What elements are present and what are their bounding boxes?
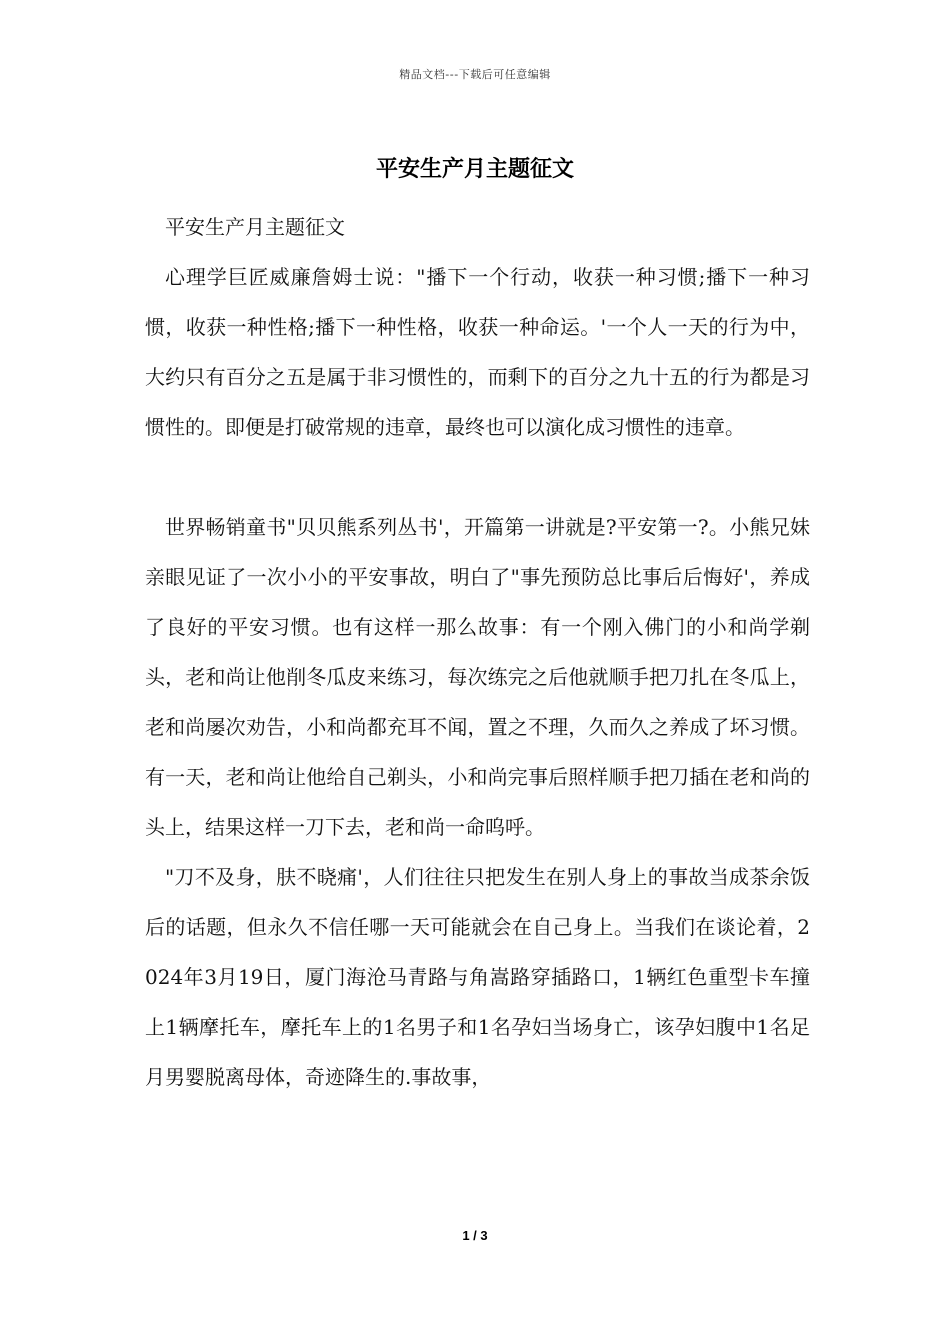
document-title: 平安生产月主题征文 bbox=[375, 156, 574, 182]
document-body bbox=[145, 202, 810, 1102]
header-note: 精品文档---下载后可任意编辑 bbox=[399, 68, 551, 81]
page-number: 1 / 3 bbox=[462, 1228, 488, 1243]
paragraph-berenstain-bears: 世界畅销童书"贝贝熊系列丛书'，开篇第一讲就是?平安第一?。小熊兄妹亲眼见证了一次小小的平安事故，明白了"事先预防总比事后后悔好'，养成了良好的平安习惯。也有这样一那么故事：有一个刚入佛门的小和尚学剃头，老和尚让他削冬瓜皮来练习，每次练完之后他就顺手把刀扎在冬瓜上，老和尚屡次劝告，小和尚都充耳不闻，置之不理，久而久之养成了坏习惯。有一天，老和尚让他给自己剃头，小和尚完事后照样顺手把刀插在老和尚的头上，结果这样一刀下去，老和尚一命呜呼。 bbox=[145, 515, 810, 839]
paragraph-quote-james: 心理学巨匠威廉詹姆士说："播下一个行动，收获一种习惯;播下一种习惯，收获一种性格;播下一种性格，收获一种命运。'一个人一天的行为中，大约只有百分之五是属于非习惯性的，而剩下的百分之九十五的行为都是习惯性的。即便是打破常规的违章，最终也可以演化成习惯性的违章。 bbox=[145, 265, 810, 439]
paragraph-accident-report: "刀不及身，肤不晓痛'，人们往往只把发生在别人身上的事故当成茶余饭后的话题，但永久不信任哪一天可能就会在自己身上。当我们在谈论着，2024年3月19日，厦门海沧马青路与角嵩路穿插路口，1辆红色重型卡车撞上1辆摩托车，摩托车上的1名男子和1名孕妇当场身亡，该孕妇腹中1名足月男婴脱离母体，奇迹降生的.事故事， bbox=[145, 865, 810, 1089]
subtitle-paragraph: 平安生产月主题征文 bbox=[165, 215, 345, 239]
